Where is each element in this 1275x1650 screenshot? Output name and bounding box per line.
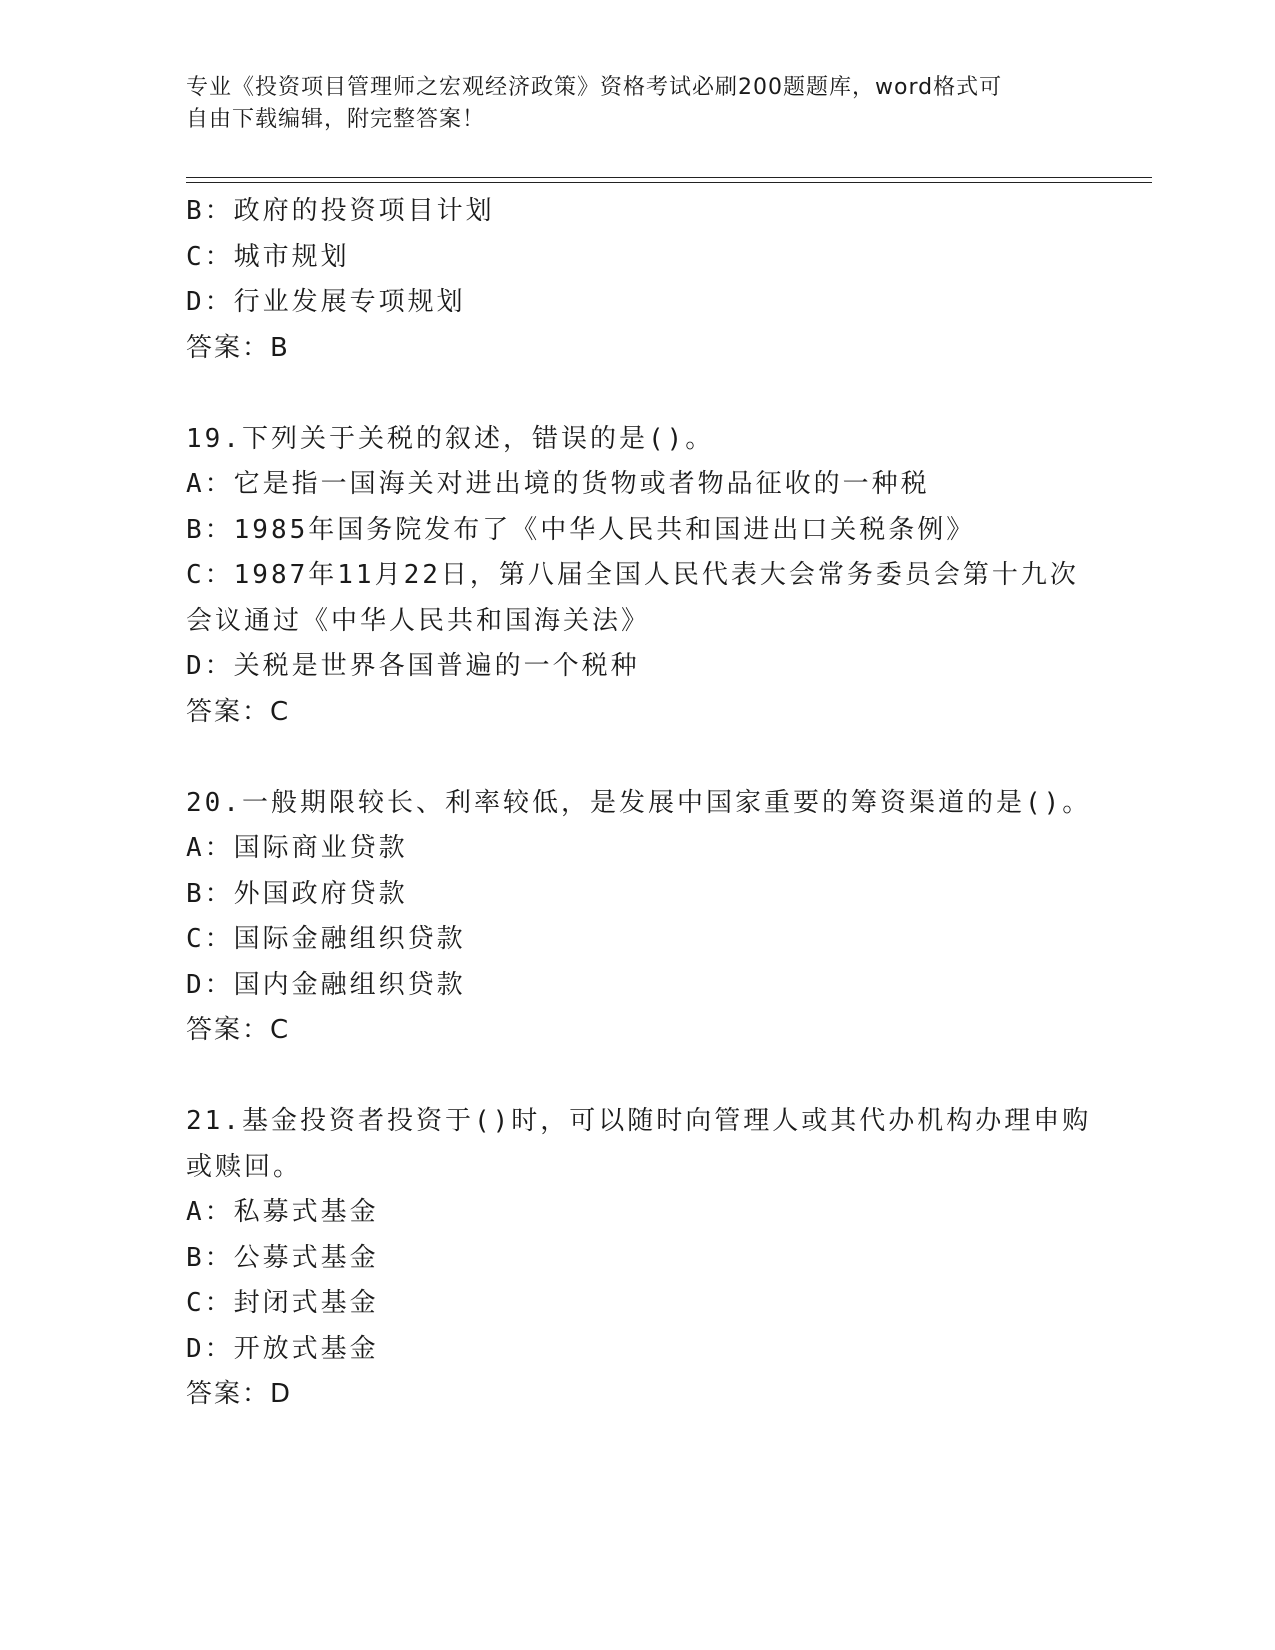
option-c: C：国际金融组织贷款 xyxy=(186,924,466,954)
answer: 答案：C xyxy=(186,696,291,727)
question-stem-line-2: 或赎回。 xyxy=(186,1151,303,1182)
option-c-line-1: C：1987年11月22日，第八届全国人民代表大会常务委员会第十九次 xyxy=(186,560,1079,590)
question-list xyxy=(186,189,1092,1418)
option-b: B：政府的投资项目计划 xyxy=(186,196,495,226)
question-stem-line-1: 21.基金投资者投资于()时，可以随时向管理人或其代办机构办理申购 xyxy=(186,1106,1092,1136)
option-b: B：公募式基金 xyxy=(186,1242,379,1273)
header-divider-top xyxy=(186,177,1152,178)
answer: 答案：B xyxy=(186,332,290,363)
header-line-1: 专业《投资项目管理师之宏观经济政策》资格考试必刷200题题库，word格式可 xyxy=(186,75,1003,100)
option-a: A：它是指一国海关对进出境的货物或者物品征收的一种税 xyxy=(186,469,930,499)
option-a: A：国际商业贷款 xyxy=(186,833,408,863)
question-20 xyxy=(186,781,1092,1054)
spacer xyxy=(186,735,1086,781)
option-d: D：国内金融组织贷款 xyxy=(186,969,466,1000)
spacer xyxy=(186,1054,1086,1100)
option-c: C：封闭式基金 xyxy=(186,1288,379,1318)
question-19 xyxy=(186,417,1086,736)
option-d: D：行业发展专项规划 xyxy=(186,287,466,317)
header-divider-bottom xyxy=(186,182,1152,183)
document-header xyxy=(186,72,1066,136)
option-b: B：1985年国务院发布了《中华人民共和国进出口关税条例》 xyxy=(186,514,976,545)
question-21 xyxy=(186,1099,1092,1418)
option-d: D：开放式基金 xyxy=(186,1333,379,1364)
answer: 答案：C xyxy=(186,1015,291,1045)
question-stem: 19.下列关于关税的叙述，错误的是()。 xyxy=(186,423,715,454)
question-stem: 20.一般期限较长、利率较低，是发展中国家重要的筹资渠道的是()。 xyxy=(186,787,1092,818)
header-line-2: 自由下载编辑，附完整答案！ xyxy=(186,107,486,132)
option-c-line-2: 会议通过《中华人民共和国海关法》 xyxy=(186,605,651,636)
option-a: A：私募式基金 xyxy=(186,1197,379,1227)
question-18-continued xyxy=(186,189,1086,371)
option-c: C：城市规划 xyxy=(186,241,350,272)
option-d: D：关税是世界各国普遍的一个税种 xyxy=(186,651,640,681)
answer: 答案：D xyxy=(186,1379,293,1409)
option-b: B：外国政府贷款 xyxy=(186,878,408,909)
spacer xyxy=(186,371,1086,417)
